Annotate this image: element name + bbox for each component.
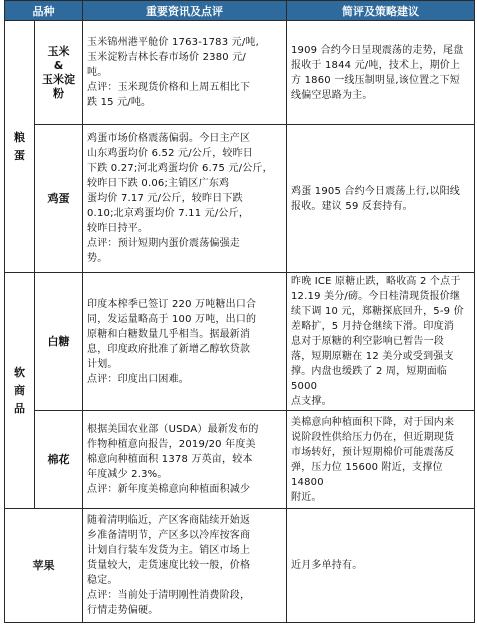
strategy-sugar: 昨晚 ICE 原糖止跌，略收高 2 个点于 12.19 美分/磅。今日桂清现货报价继 续下调 10 元，郑糖探底回升，5-9 价 差略扩，5 月持仓继续下滑。印度消 息对于原糖的利空影响已暂告一段 落，短期原糖在 12 美分或受到强支 撑。内盘也缓跌了 2 周，短期面临 5000 点支撑。 [287,273,475,411]
product-egg: 鸡蛋 [35,125,83,273]
header-info: 重要资讯及点评 [83,1,287,21]
info-cotton: 根据美国农业部（USDA）最新发布的 作物种植意向报告，2019/20 年度美 棉意向种植面积 1378 万英亩，较本 年度减少 2.3%。 点评：新年度美棉意向种植面积减少 [83,411,287,509]
info-sugar: 印度本榨季已签订 220 万吨糖出口合 同，发运量略高于 100 万吨，出口的 原糖和白糖数量几乎相当。据最新消 息，印度政府批准了新增乙醇软贷款 计划。 点评：印度出口困难。 [83,273,287,411]
category-soft-label: 软 商 品 [14,365,25,415]
row-corn [5,21,475,125]
info-apple: 随着清明临近，产区客商陆续开始返 乡准备清明节，产区多以冷库按客商 计划自行装车发货为主。销区市场上 货量较大，走货速度比较一般，价格 稳定。 点评：当前处于清明刚性消费阶段， 行情走势偏硬。 [83,509,287,623]
strategy-corn: 1909 合约今日呈现震荡的走势，尾盘 报收于 1844 元/吨，技术上，期价上 方 1860 一线压制明显,该位置之下短 线偏空思路为主。 [287,21,475,125]
category-grain-egg [5,21,35,273]
strategy-apple: 近月多单持有。 [287,509,475,623]
commodity-table [4,0,475,623]
row-cotton [5,411,475,509]
row-apple [5,509,475,623]
strategy-cotton: 美棉意向种植面积下降，对于国内来 说阶段性供给压力仍在，但近期现货 市场转好，预计短期棉价可能震荡反 弹，压力位 15600 附近，支撑位 14800 附近。 [287,411,475,509]
product-corn: 玉米 & 玉米淀粉 [35,21,83,125]
category-grain-egg-label: 粮 蛋 [14,130,25,162]
row-egg [5,125,475,273]
info-egg: 鸡蛋市场价格震荡偏弱。今日主产区 山东鸡蛋均价 6.52 元/公斤，较昨日 下跌 0.27;河北鸡蛋均价 6.75 元/公斤， 较昨日下跌 0.06;主销区广东鸡 蛋均价 7.17 元/公斤，较昨日下跌 0.10;北京鸡蛋均价 7.11 元/公斤， 较昨日持平。 点评：预计短期内蛋价震荡偏强走 势。 [83,125,287,273]
product-cotton: 棉花 [35,411,83,509]
product-apple: 苹果 [5,509,83,623]
header-strategy: 简评及策略建议 [287,1,475,21]
category-soft [5,273,35,509]
header-row [5,1,475,21]
product-sugar: 白糖 [35,273,83,411]
header-variety: 品种 [5,1,83,21]
info-corn: 玉米锦州港平舱价 1763-1783 元/吨, 玉米淀粉吉林长春市场价 2380 元/ 吨。 点评：玉米现货价格和上周五相比下 跌 15 元/吨。 [83,21,287,125]
row-sugar [5,273,475,411]
strategy-egg: 鸡蛋 1905 合约今日震荡上行,以阳线 报收。建议 59 反套持有。 [287,125,475,273]
